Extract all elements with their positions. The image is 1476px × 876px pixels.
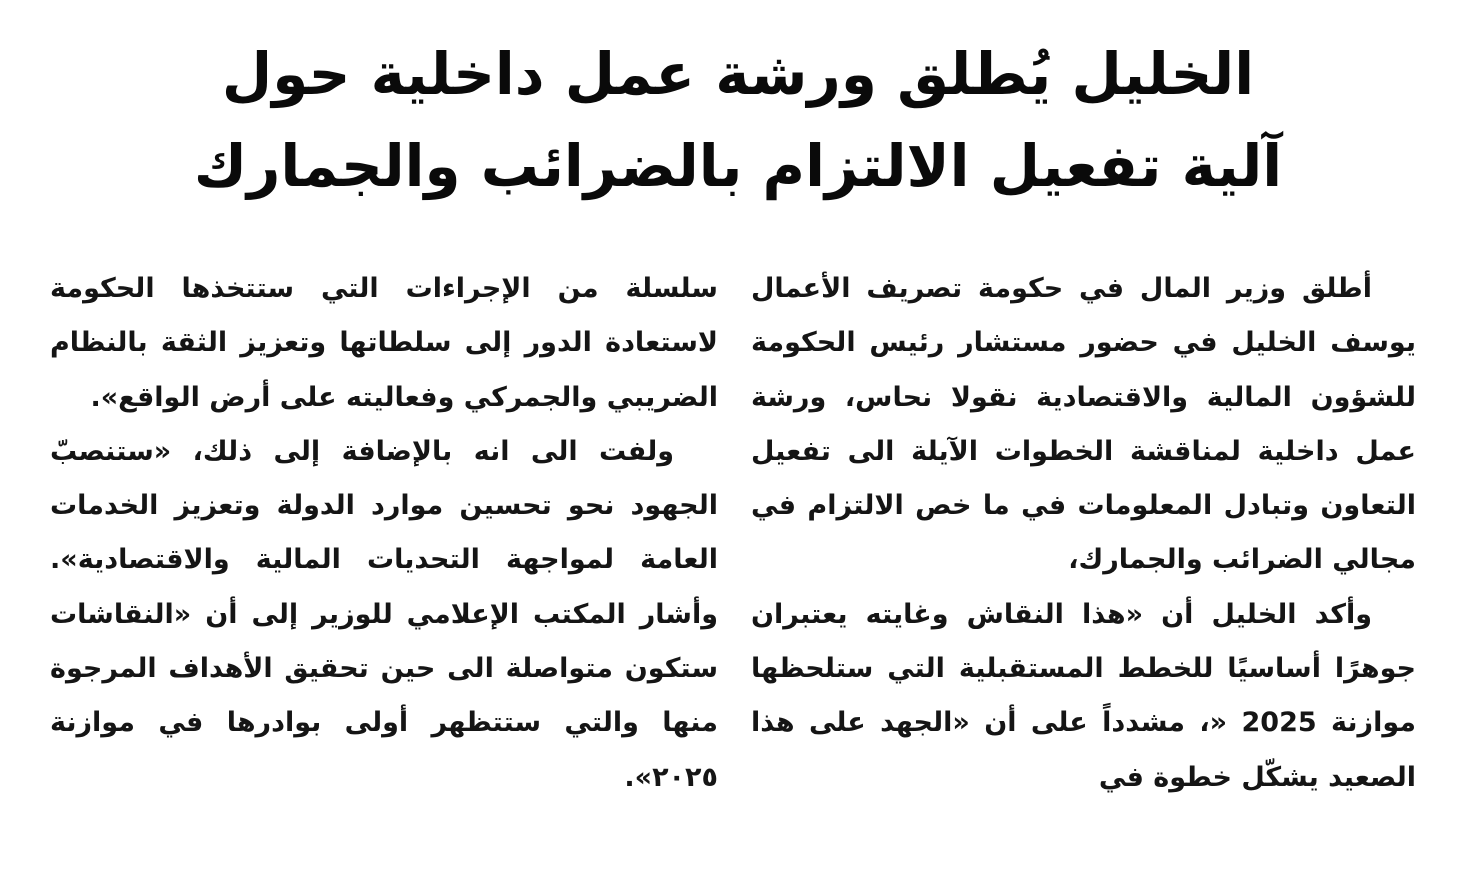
headline-line-2: آلية تفعيل الالتزام بالضرائب والجمارك (193, 132, 1283, 200)
article-paragraph: أطلق وزير المال في حكومة تصريف الأعمال يوسف الخليل في حضور مستشار رئيس الحكومة للشؤون المالية والاقتصادية نقولا نحاس، ورشة عمل داخلية لمناقشة الخطوات الآيلة الى تفعيل التعاون وتبادل المعلومات في ما خص الالتزام في مجالي الضرائب والجمارك، (751, 273, 1416, 576)
article-column-right (751, 262, 1416, 805)
article-paragraph: سلسلة من الإجراءات التي ستتخذها الحكومة لاستعادة الدور إلى سلطاتها وتعزيز الثقة بالنظام الضريبي والجمركي وفعاليته على أرض الواقع». (50, 273, 718, 413)
article-column-left (50, 262, 718, 805)
headline-line-1: الخليل يُطلق ورشة عمل داخلية حول (221, 40, 1255, 108)
article-paragraph: وأكد الخليل أن «هذا النقاش وغايته يعتبران جوهرًا أساسيًا للخطط المستقبلية التي ستلحظها موازنة 2025 «، مشدداً على أن «الجهد على هذا الصعيد يشكّل خطوة في (751, 598, 1417, 793)
article-headline (110, 28, 1366, 212)
article-paragraph: ولفت الى انه بالإضافة إلى ذلك، «ستنصبّ الجهود نحو تحسين موارد الدولة وتعزيز الخدمات العامة لمواجهة التحديات المالية والاقتصادية». وأشار المكتب الإعلامي للوزير إلى أن «النقاشات ستكون متواصلة الى حين تحقيق الأهداف المرجوة منها والتي ستتظهر أولى بوادرها في موازنة ٢٠٢٥». (50, 435, 718, 793)
